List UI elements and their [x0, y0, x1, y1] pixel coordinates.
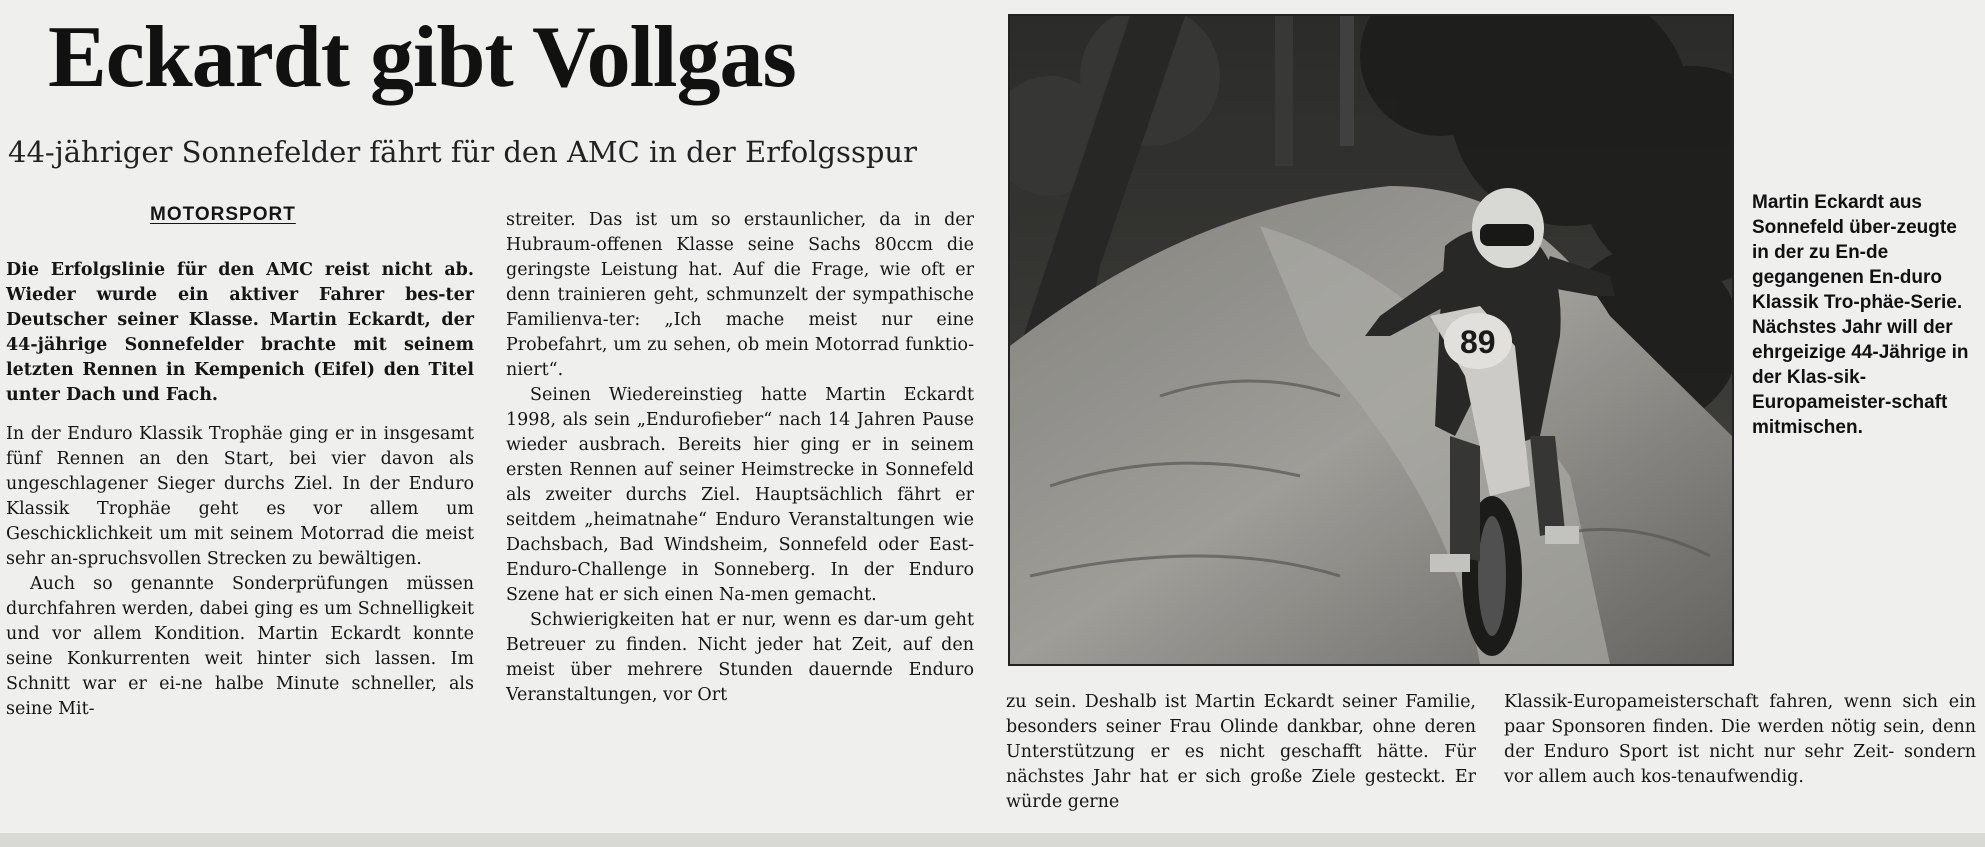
headline: Eckardt gibt Vollgas [48, 9, 796, 106]
article-lead: Die Erfolgslinie für den AMC reist nicht ab. Wieder wurde ein aktiver Fahrer bes-ter Deutscher seiner Klasse. Martin Eckardt, der 44-jährige Sonnefelder brachte mit seinem letzten Rennen in Kempenich (Eifel) den Titel unter Dach und Fach. [6, 260, 474, 405]
page-bottom-strip [0, 833, 1985, 847]
article-column-3 [1006, 690, 1476, 815]
article-paragraph: In der Enduro Klassik Trophäe ging er in insgesamt fünf Rennen an den Start, bei vier davon als ungeschlagener Sieger durchs Ziel. In der Enduro Klassik Trophäe geht es vor allem um Geschicklichkeit um mit seinem Motorrad die meist sehr an-spruchsvollen Strecken zu bewältigen. [6, 424, 474, 569]
enduro-rider-photo [1010, 16, 1732, 664]
article-paragraph: zu sein. Deshalb ist Martin Eckardt seiner Familie, besonders seiner Frau Olinde dankbar, ohne deren Unterstützung er es nicht geschafft hätte. Für nächstes Jahr hat er sich große Ziele gesteckt. Er würde gerne [1006, 692, 1476, 812]
race-number: 89 [1460, 324, 1496, 360]
article-photo [1008, 14, 1734, 666]
rubric-label: MOTORSPORT [150, 204, 296, 225]
article-column-4 [1504, 690, 1976, 790]
article-paragraph: Schwierigkeiten hat er nur, wenn es dar-um geht Betreuer zu finden. Nicht jeder hat Zeit, auf den meist über mehrere Stunden dauernde Enduro Veranstaltungen, vor Ort [506, 610, 974, 705]
article-paragraph: Seinen Wiedereinstieg hatte Martin Eckardt 1998, als sein „Endurofieber“ nach 14 Jahren Pause wieder ausbrach. Bereits hier ging er in seinem ersten Rennen auf seiner Heimstrecke in Sonnefeld als zweiter durchs Ziel. Hauptsächlich fährt er seitdem „heimatnahe“ Enduro Veranstaltungen wie Dachsbach, Bad Windsheim, Sonnefeld oder East-Enduro-Challenge in Sonneberg. In der Enduro Szene hat er sich einen Na-men gemacht. [506, 385, 974, 605]
article-paragraph: Auch so genannte Sonderprüfungen müssen durchfahren werden, dabei ging es um Schnelligkeit und vor allem Kondition. Martin Eckardt konnte seine Konkurrenten weit hinter sich lassen. Im Schnitt war er ei-ne halbe Minute schneller, als seine Mit- [6, 574, 474, 719]
article-paragraph: streiter. Das ist um so erstaunlicher, da in der Hubraum-offenen Klasse seine Sachs 80ccm die geringste Leistung hat. Auf die Frage, wie oft er denn trainieren geht, schmunzelt der sympathische Familienva-ter: „Ich mache meist nur eine Probefahrt, um zu sehen, ob mein Motorrad funktio-niert“. [506, 210, 974, 380]
article-paragraph: Klassik-Europameisterschaft fahren, wenn sich ein paar Sponsoren finden. Die werden nötig sein, denn der Enduro Sport ist nicht nur sehr Zeit- sondern vor allem auch kos-tenaufwendig. [1504, 692, 1976, 787]
subheadline: 44-jähriger Sonnefelder fährt für den AMC in der Erfolgsspur [8, 135, 917, 169]
photo-caption: Martin Eckardt aus Sonnefeld über-zeugte in der zu En-de gegangenen En-duro Klassik Tro-phäe-Serie. Nächstes Jahr will der ehrgeizige 44-Jährige in der Klas-sik-Europameister-schaft mitmischen. [1752, 192, 1969, 438]
article-column-1 [6, 258, 474, 722]
article-column-2 [506, 208, 974, 708]
